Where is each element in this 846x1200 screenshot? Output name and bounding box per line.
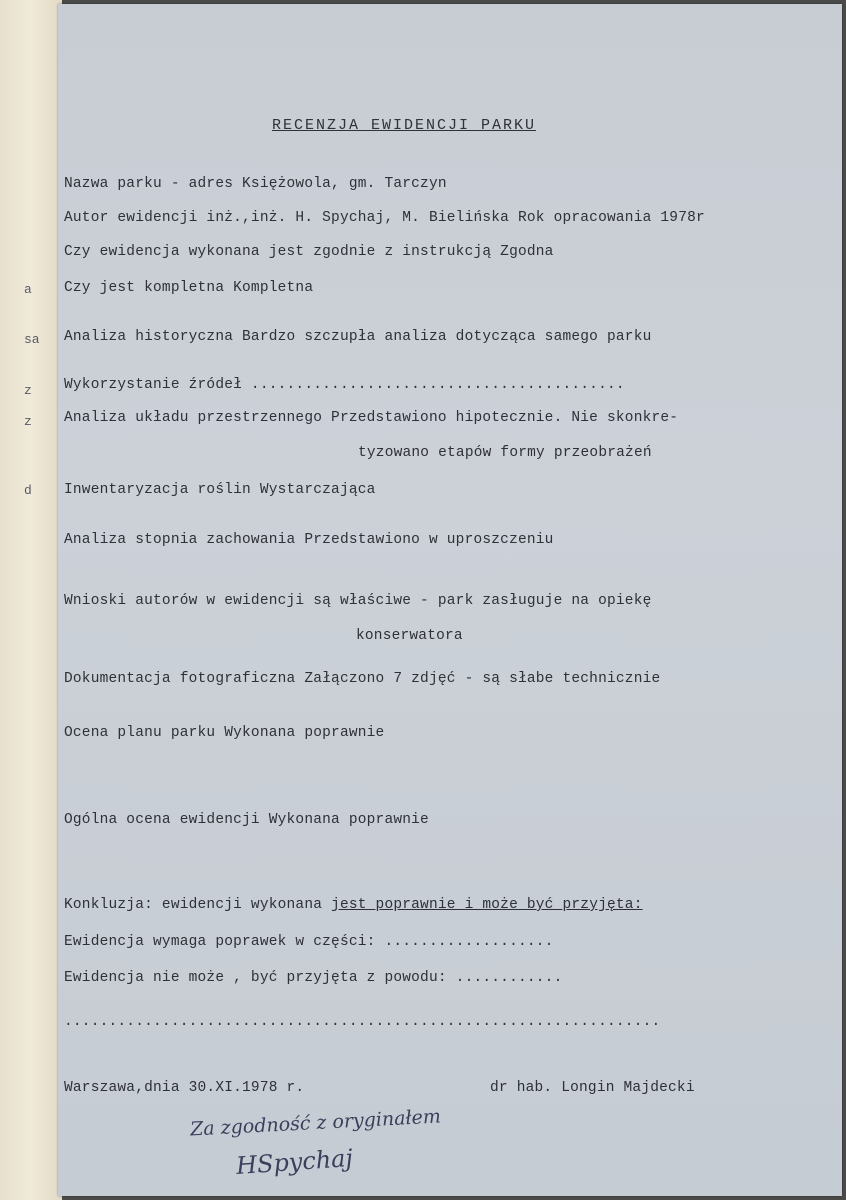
field-analiza-historyczna: Analiza historyczna Bardzo szczupła analiza dotycząca samego parku	[64, 329, 652, 345]
handwritten-note: Za zgodność z oryginałem	[189, 1105, 442, 1141]
margin-mark: a	[24, 282, 32, 297]
konkluzja-decision: jest poprawnie i może być przyjęta:	[331, 897, 643, 913]
field-ocena-planu: Ocena planu parku Wykonana poprawnie	[64, 725, 385, 741]
dotted-line: ...................................................................	[64, 1014, 661, 1030]
field-wnioski-cont: konserwatora	[356, 628, 463, 644]
margin-mark: d	[24, 483, 32, 498]
margin-mark: z	[24, 383, 32, 398]
field-autor: Autor ewidencji inż.,inż. H. Spychaj, M. Bielińska Rok opracowania 1978r	[64, 210, 705, 226]
field-ogolna-ocena: Ogólna ocena ewidencji Wykonana poprawnie	[64, 812, 429, 828]
field-wnioski: Wnioski autorów w ewidencji są właściwe - park zasługuje na opiekę	[64, 593, 652, 609]
field-uklad-przestrzenny: Analiza układu przestrzennego Przedstawiono hipotecznie. Nie skonkre-	[64, 410, 679, 426]
binding-strip	[0, 0, 62, 1200]
konkluzja-prefix: Konkluzja: ewidencji wykonana	[64, 897, 332, 913]
margin-mark: sa	[24, 332, 40, 347]
field-zrodla: Wykorzystanie źródeł ..........................................	[64, 377, 625, 393]
field-zgodnosc: Czy ewidencja wykonana jest zgodnie z instrukcją Zgodna	[64, 244, 554, 260]
field-konkluzja	[64, 897, 643, 913]
field-kompletnosc: Czy jest kompletna Kompletna	[64, 280, 314, 296]
margin-mark: z	[24, 414, 32, 429]
reviewer-name: dr hab. Longin Majdecki	[490, 1080, 695, 1096]
field-poprawki: Ewidencja wymaga poprawek w części: ...................	[64, 934, 554, 950]
document-page	[58, 4, 842, 1196]
field-nazwa-parku: Nazwa parku - adres Księżowola, gm. Tarczyn	[64, 176, 447, 192]
field-inwentaryzacja: Inwentaryzacja roślin Wystarczająca	[64, 482, 376, 498]
field-uklad-przestrzenny-cont: tyzowano etapów formy przeobrażeń	[358, 445, 652, 461]
field-stopien-zachowania: Analiza stopnia zachowania Przedstawiono w uproszczeniu	[64, 532, 554, 548]
field-dokumentacja-foto: Dokumentacja fotograficzna Załączono 7 zdjęć - są słabe technicznie	[64, 671, 661, 687]
handwritten-signature: HSpychaj	[235, 1143, 354, 1181]
document-title: RECENZJA EWIDENCJI PARKU	[272, 117, 537, 134]
field-odrzucenie: Ewidencja nie może , być przyjęta z powodu: ............	[64, 970, 563, 986]
place-date: Warszawa,dnia 30.XI.1978 r.	[64, 1080, 305, 1096]
